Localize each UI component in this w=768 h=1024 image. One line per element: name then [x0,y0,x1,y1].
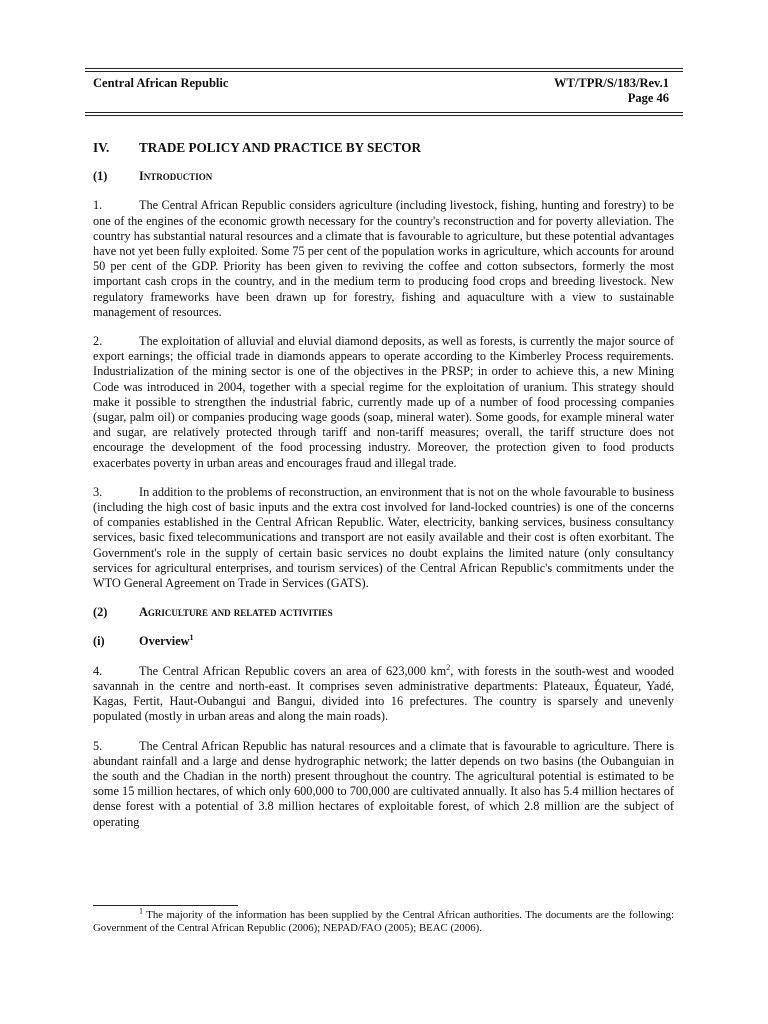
footnote-separator [93,905,238,906]
paragraph-number: 5. [93,738,103,753]
body-content [93,140,674,844]
paragraph-number: 4. [93,663,103,678]
paragraph-text-b: , with forests in the south-west and wooded savannah in the centre and north-east. It comprises seven administrative departments: Plateaux, Équateur, Yadé, Kagas, Fertit, Haut-Oubangui and Bangui, divided into 16 prefectures. The country is sparsely and unevenly populated (mostly in urban areas and along the main roads). [93,663,675,724]
section-heading-introduction [93,169,674,184]
paragraph-text: In addition to the problems of reconstruction, an environment that is not on the whole favourable to business (including the high cost of basic inputs and the extra cost involved for land-locked countries) is one of the concerns of companies established in the Central African Republic. Water, electricity, banking services, business consultancy services, basic fixed telecommunications and transport are not easily available and their cost is often exorbitant. The Government's role in the supply of certain basic services no doubt explains the limited nature (only consultancy services for agricultural enterprises, and tourism services) of the Central African Republic's commitments under the WTO General Agreement on Trade in Services (GATS). [93,484,674,591]
section-title: Introduction [139,169,213,184]
footnote-reference[interactable]: 1 [189,633,194,643]
paragraph-text: The Central African Republic considers agriculture (including livestock, fishing, hunting and forestry) to be one of the engines of the economic growth necessary for the country's reconstruction and for poverty alleviation. The country has substantial natural resources and a climate that is favourable to agriculture, but these potential advantages have not yet been fully exploited. Some 75 per cent of the population works in agriculture, which accounts for around 50 per cent of the GDP. Priority has been given to reviving the coffee and cotton subsectors, formerly the most important cash crops in the country, and in the medium term to producing food crops and breeding livestock. New regulatory frameworks have been drawn up for forestry, fishing and aquaculture with a view to sustainable management of resources. [93,198,674,319]
header-top-rule [85,68,683,69]
paragraph-text-a: The Central African Republic covers an area of 623,000 km [139,663,447,678]
header-doc-code: WT/TPR/S/183/Rev.1 [554,76,669,90]
footnote-text: The majority of the information has been supplied by the Central African authorities. The documents are the following: Government of the Central African Republic (2006); NEPAD/FAO (2005); BEAC (2006). [93,909,674,934]
paragraph-2 [93,334,674,471]
section-title: Agriculture and related activities [139,605,333,620]
chapter-heading [93,140,674,155]
superscript: 2 [446,662,451,672]
subsection-heading-overview [93,634,674,649]
header-page-number: Page 46 [627,91,669,105]
header-bottom-rule [85,112,683,113]
paragraph-number: 3. [93,484,103,499]
paragraph-4 [93,664,674,725]
section-heading-agriculture [93,605,674,620]
paragraph-5 [93,739,674,830]
paragraph-number: 2. [93,334,103,349]
header-country: Central African Republic [93,76,229,90]
footnote [93,906,674,935]
footnote-number: 1 [139,906,143,916]
section-number: (1) [93,169,108,184]
paragraph-3 [93,485,674,591]
section-number: (2) [93,605,108,620]
chapter-number: IV. [93,140,110,155]
paragraph-number: 1. [93,198,103,213]
paragraph-text: The exploitation of alluvial and eluvial diamond deposits, as well as forests, is currently the major source of export earnings; the official trade in diamonds appears to operate according to the Kimberley Process requirements. Industrialization of the mining sector is one of the objectives in the PRSP; in order to achieve this, a new Mining Code was introduced in 2004, together with a special regime for the exploitation of uranium. This strategy should make it possible to strengthen the industrial fabric, currently made up of a number of food processing companies (sugar, palm oil) or companies producing wage goods (soap, mineral water). Some goods, for example mineral water and sugar, are relatively protected through tariff and non-tariff measures; overall, the tariff structure does not encourage the development of the food processing industry. Moreover, the protection given to food products exacerbates poverty in urban areas and encourages fraud and illegal trade. [93,334,674,470]
chapter-title: TRADE POLICY AND PRACTICE BY SECTOR [139,140,421,155]
subsection-title [139,634,194,649]
header-top-rule-2 [85,71,683,72]
subsection-number: (i) [93,634,105,649]
header-doc-info [554,76,669,106]
subsection-title-text: Overview [139,634,190,649]
header-bottom-rule-2 [85,115,683,116]
paragraph-1 [93,198,674,320]
paragraph-text: The Central African Republic has natural resources and a climate that is favourable to agriculture. There is abundant rainfall and a large and dense hydrographic network; the latter depends on two basins (the Oubanguian in the south and the Chadian in the north) present throughout the country. The agricultural potential is estimated to be some 15 million hectares, of which only 600,000 to 700,000 are cultivated annually. It also has 5.4 million hectares of dense forest with a potential of 3.8 million hectares of exploitable forest, of which 2.8 million are the subject of operating [93,738,674,829]
